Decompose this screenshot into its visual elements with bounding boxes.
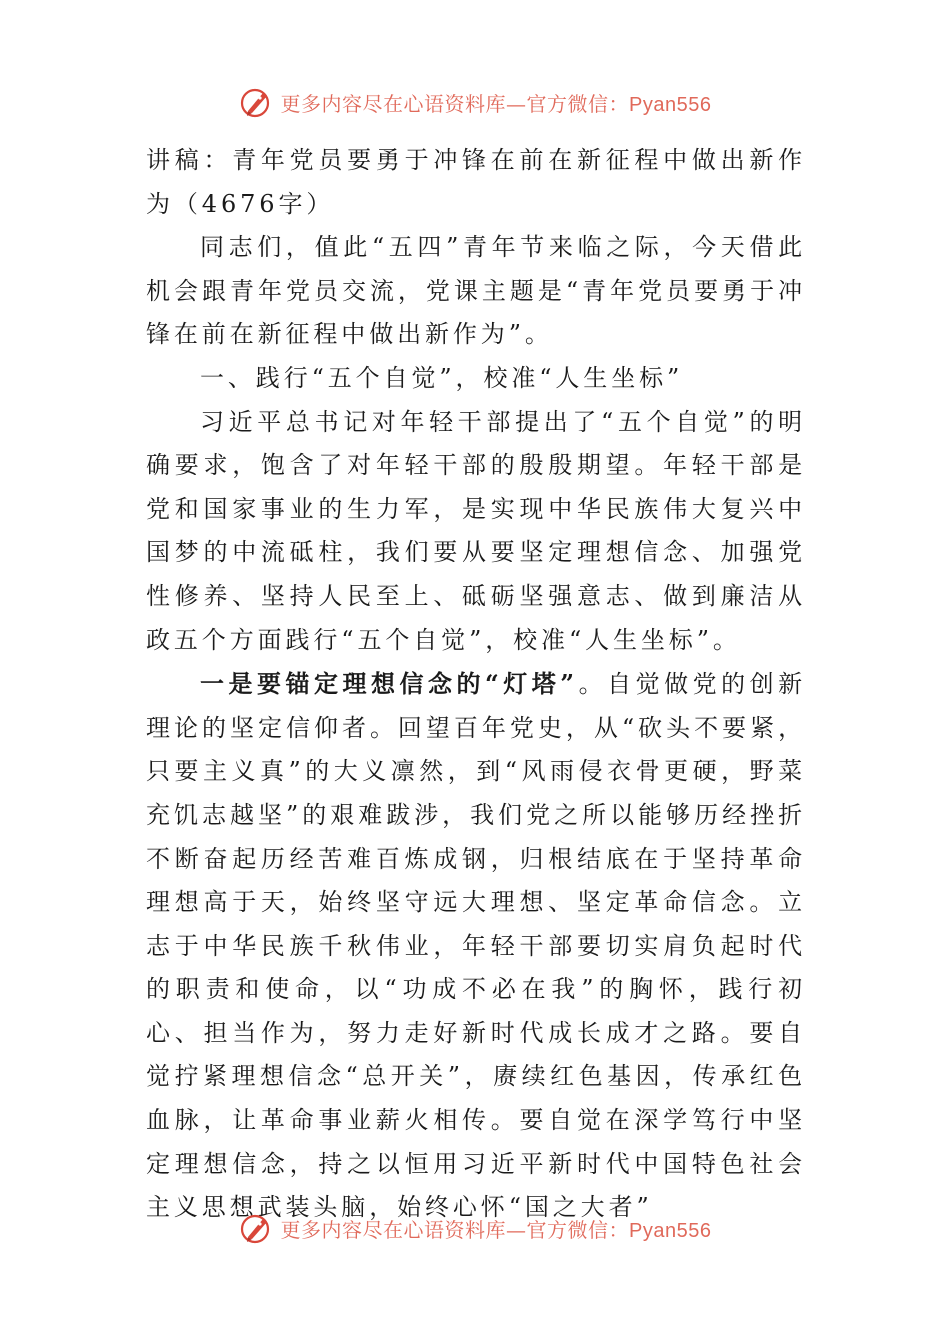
document-title: 讲稿：青年党员要勇于冲锋在前在新征程中做出新作为（4676字） bbox=[146, 146, 806, 218]
point-lead: 一是要锚定理想信念的“灯塔” bbox=[200, 669, 578, 699]
intro-paragraph: 同志们，值此“五四”青年节来临之际，今天借此机会跟青年党员交流，党课主题是“青年党员要勇于冲锋在前在新征程中做出新作为”。 bbox=[146, 233, 806, 349]
point-body: 。自觉做党的创新理论的坚定信仰者。回望百年党史，从“砍头不要紧，只要主义真”的大义凛然，到“风雨侵衣骨更硬，野菜充饥志越坚”的艰难跋涉，我们党之所以能够历经挫折不断奋起历经苦难百炼成钢，归根结底在于坚持革命理想高于天，始终坚守远大理想、坚定革命信念。立志于中华民族千秋伟业，年轻干部要切实肩负起时代的职责和使命，以“功成不必在我”的胸怀，践行初心、担当作为，努力走好新时代成长成才之路。要自觉拧紧理想信念“总开关”，赓续红色基因，传承红色血脉，让革命事业薪火相传。要自觉在深学笃行中坚定理想信念，持之以恒用习近平新时代中国特色社会主义思想武装头脑，始终心怀“国之大者” bbox=[146, 670, 806, 1222]
banner-text: 更多内容尽在心语资料库—官方微信：Pyan556 bbox=[280, 91, 712, 116]
banner-text: 更多内容尽在心语资料库—官方微信：Pyan556 bbox=[280, 1217, 712, 1242]
pen-nib-logo-icon bbox=[239, 1211, 273, 1245]
document-body bbox=[146, 139, 806, 1230]
footer-watermark-banner bbox=[0, 1208, 950, 1248]
pen-nib-logo-icon bbox=[239, 85, 273, 119]
point-paragraph bbox=[146, 662, 806, 1230]
section-heading: 一、践行“五个自觉”，校准“人生坐标” bbox=[200, 363, 684, 392]
wechat-id: Pyan556 bbox=[629, 93, 712, 116]
wechat-id: Pyan556 bbox=[629, 1219, 712, 1242]
section-paragraph: 习近平总书记对年轻干部提出了“五个自觉”的明确要求，饱含了对年轻干部的殷殷期望。年轻干部是党和国家事业的生力军，是实现中华民族伟大复兴中国梦的中流砥柱，我们要从要坚定理想信念、加强党性修养、坚持人民至上、砥砺坚强意志、做到廉洁从政五个方面践行“五个自觉”，校准“人生坐标”。 bbox=[146, 407, 806, 654]
header-watermark-banner bbox=[0, 82, 950, 122]
